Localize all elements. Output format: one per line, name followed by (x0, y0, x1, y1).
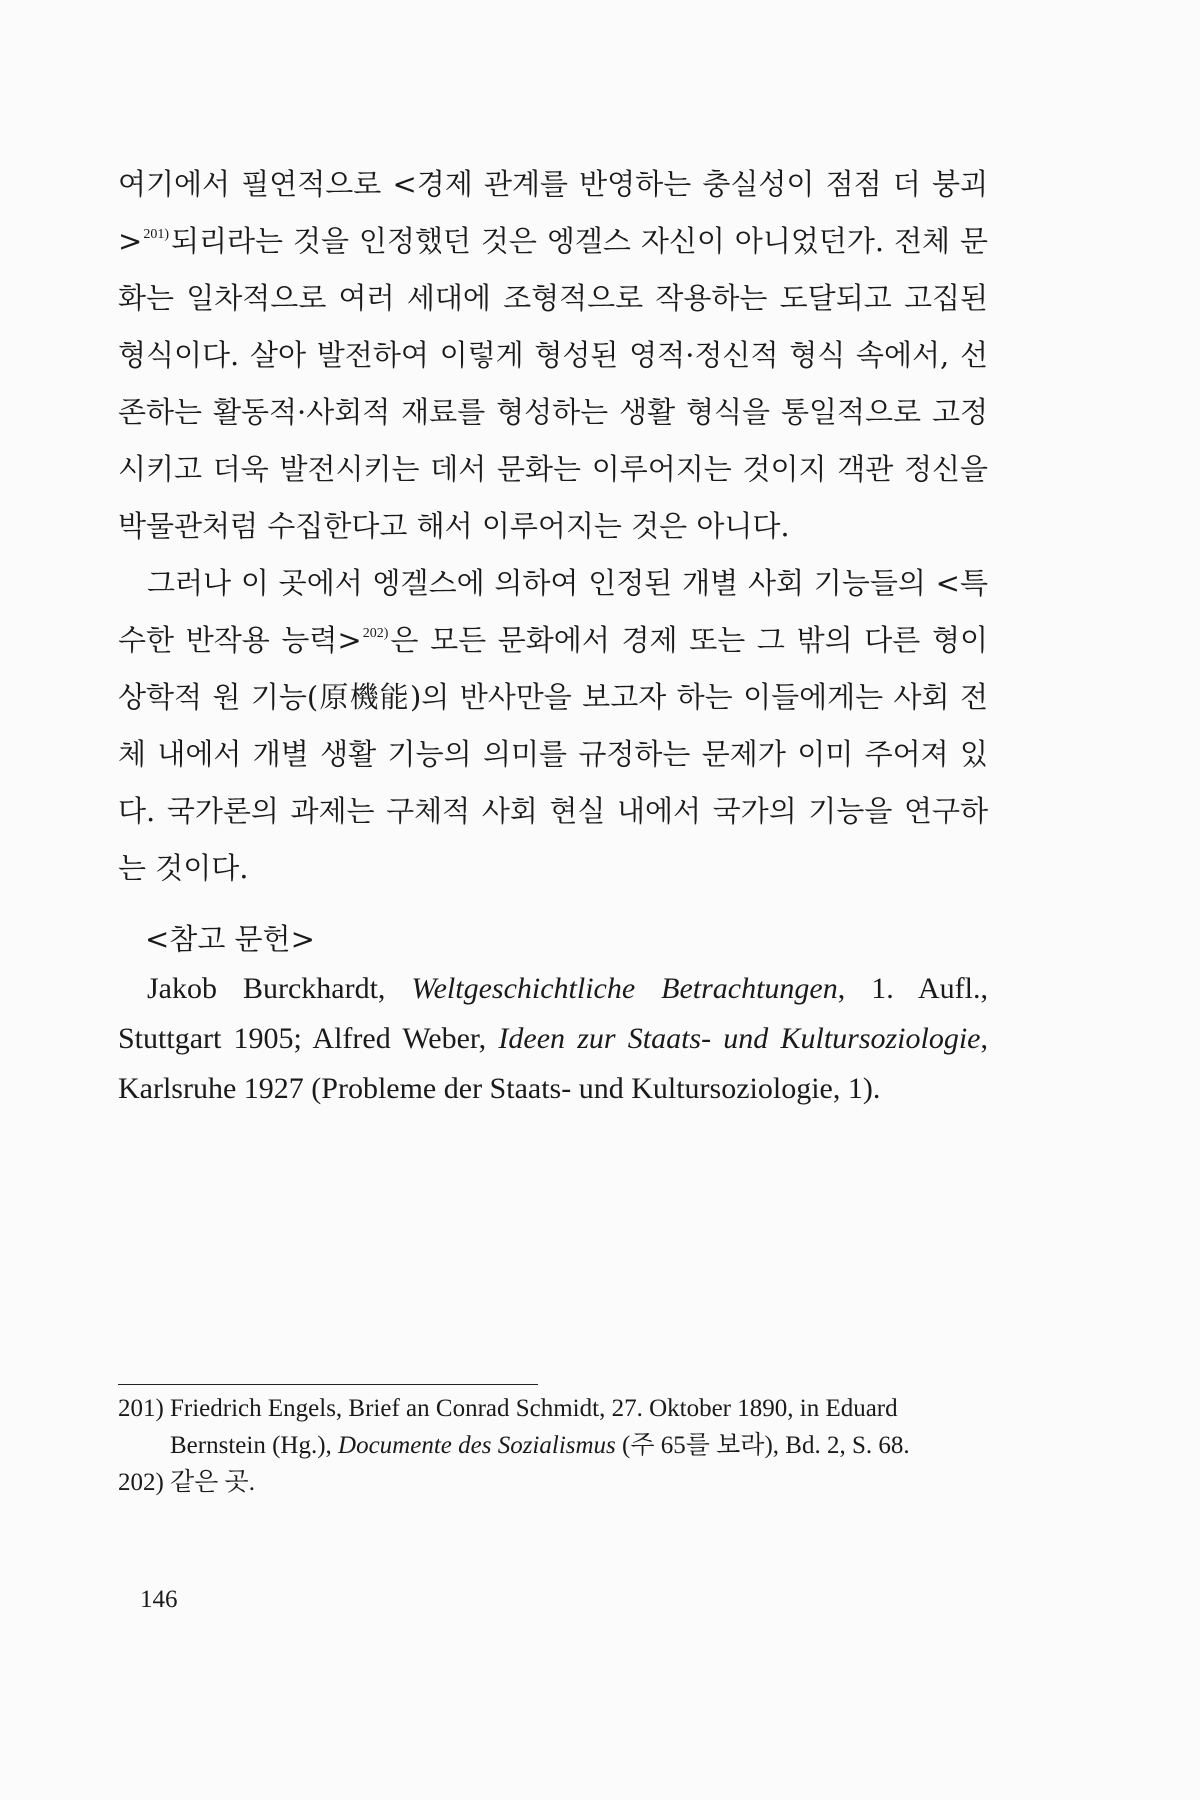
reference-work-title: Ideen zur Staats- und Kultursoziologie (498, 1022, 981, 1055)
footnote-text: 같은 곳. (170, 1469, 255, 1496)
footnote-citation: Friedrich Engels, Brief an Conrad Schmidt, 27. Oktober 1890, in Eduard Bernstein (Hg.), (170, 1395, 898, 1459)
footnote-202 (118, 1464, 988, 1501)
reference-author: Alfred Weber, (312, 1022, 499, 1055)
page-number: 146 (140, 1586, 178, 1613)
paragraph-text: 그러나 이 곳에서 엥겔스에 의하여 인정된 개별 사회 기능들의 <특수한 반작용 능력> (118, 566, 988, 657)
footnote-divider (118, 1384, 538, 1385)
reference-work-title: Weltgeschichtliche Betrachtungen (411, 972, 838, 1005)
references-list (118, 964, 988, 1114)
footnote-number: 201) (118, 1395, 164, 1422)
references-heading: <참고 문헌> (145, 922, 315, 956)
footnote-citation: (주 65를 보라), Bd. 2, S. 68. (615, 1432, 910, 1459)
paragraph-text: 은 모든 문화에서 경제 또는 그 밖의 다른 형이상학적 원 기능(原機能)의 반사만을 보고자 하는 이들에게는 사회 전체 내에서 개별 생활 기능의 의미를 규정하는 문제가 이미 주어져 있다. 국가론의 과제는 구체적 사회 현실 내에서 국가의 기능을 연구 (118, 623, 988, 828)
paragraph-text: 되리라는 것을 인정했던 것은 엥겔스 자신이 아니었던가. 전체 문화는 일차적으로 여러 세대에 조형적으로 작용하는 도달되고 고집된 형식이다. 살아 발전하여 이렇게 형성된 영적·정신적 형식 속에서, 선존하는 활동적·사회적 재료를 형성하는 생활 형식을 통일적으로 고정시키고 더욱 발전시키는 데서 문화는 이루어지는 것이지 객관 정신을 박물관처럼 수집한다고 해서 이루어지는 것은 아니다. (118, 224, 988, 543)
main-text (118, 156, 988, 897)
footnote-number: 202) (118, 1469, 164, 1496)
footnote-ref-202[interactable]: 202) (362, 626, 389, 641)
reference-author: Jakob Burckhardt, (147, 972, 412, 1005)
footnote-work-title: Documente des Sozialismus (338, 1432, 616, 1459)
paragraph (118, 555, 988, 897)
emphasized-text: 하는 (118, 794, 988, 885)
paragraph (118, 156, 988, 555)
reference-detail: , 1. Aufl., Stuttgart 1905; (118, 972, 988, 1055)
paragraph-text: 것이다. (146, 851, 249, 885)
paragraph-text: 여기에서 필연적으로 <경제 관계를 반영하는 충실성이 점점 더 붕괴> (118, 167, 988, 258)
footnote-201 (118, 1390, 988, 1464)
footnotes (118, 1390, 988, 1501)
reference-detail: , Karlsruhe 1927 (Probleme der Staats- und Kultursoziologie, 1). (118, 1022, 988, 1105)
footnote-text (170, 1390, 988, 1464)
footnote-ref-201[interactable]: 201) (143, 227, 169, 242)
